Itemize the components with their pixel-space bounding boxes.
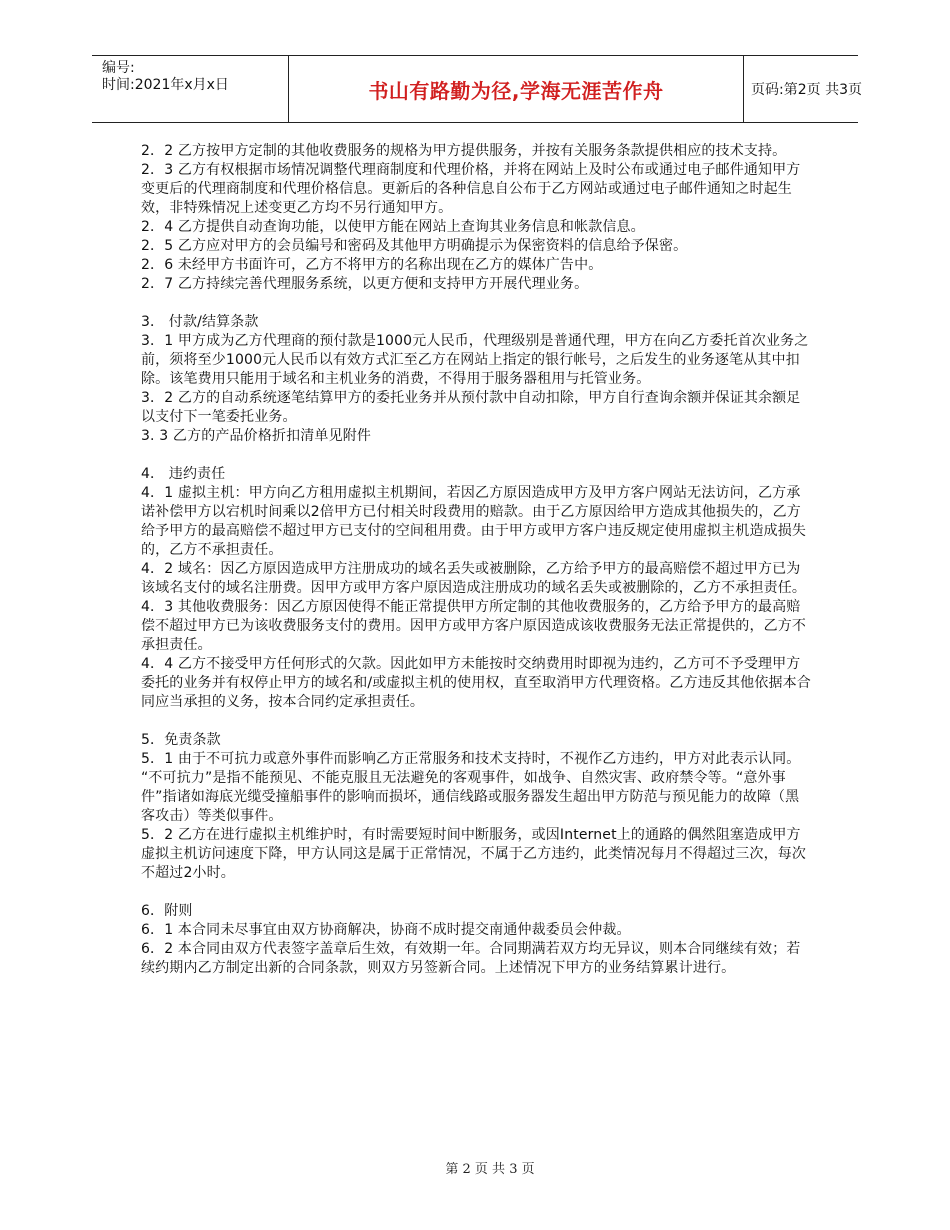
document-body (141, 142, 811, 978)
clause-3-2: 3．2 乙方的自动系统逐笔结算甲方的委托业务并从预付款中自动扣除，甲方自行查询余额并保证其余额足以支付下一笔委托业务。 (141, 390, 801, 425)
header-motto-cell (288, 56, 744, 122)
section-2-service (141, 142, 811, 294)
clause-6-2: 6．2 本合同由双方代表签字盖章后生效，有效期一年。合同期满若双方均无异议，则本合同继续有效；若续约期内乙方制定出新的合同条款，则双方另签新合同。上述情况下甲方的业务结算累计进行。 (141, 941, 801, 976)
clause-2-3: 2．3 乙方有权根据市场情况调整代理商制度和代理价格，并将在网站上及时公布或通过电子邮件通知甲方变更后的代理商制度和代理价格信息。更新后的各种信息自公布于乙方网站或通过电子邮件通知之时起生效，非特殊情况上述变更乙方均不另行通知甲方。 (141, 162, 801, 216)
time-label: 时间:2021年x月x日 (102, 77, 229, 93)
clause-5-2: 5．2 乙方在进行虚拟主机维护时，有时需要短时间中断服务，或因Internet上的通路的偶然阻塞造成甲方虚拟主机访问速度下降，甲方认同这是属于正常情况，不属于乙方违约，此类情况每月不得超过三次，每次不超过2小时。 (141, 827, 807, 881)
clause-5-definitions: “不可抗力”是指不能预见、不能克服且无法避免的客观事件，如战争、自然灾害、政府禁令等。“意外事件”指诸如海底光缆受撞船事件的影响而损坏，通信线路或服务器发生超出甲方防范与预见能力的故障（黑客攻击）等类似事件。 (141, 770, 800, 824)
section-5-exemption (141, 731, 811, 883)
clause-4-3: 4．3 其他收费服务：因乙方原因使得不能正常提供甲方所定制的其他收费服务的，乙方给予甲方的最高赔偿不超过甲方已为该收费服务支付的费用。因甲方或甲方客户原因造成该收费服务无法正常提供的，乙方不承担责任。 (141, 599, 807, 653)
header-left-cell (92, 56, 288, 122)
section-4-liability (141, 465, 811, 712)
page-header (92, 55, 862, 123)
section-6-supplementary (141, 902, 811, 978)
clause-4-2: 4．2 域名：因乙方原因造成甲方注册成功的域名丢失或被删除，乙方给予甲方的最高赔偿不超过甲方已为该域名支付的域名注册费。因甲方或甲方客户原因造成注册成功的域名丢失或被删除的，乙方不承担责任。 (141, 561, 807, 596)
number-label: 编号: (102, 60, 135, 76)
clause-2-5: 2．5 乙方应对甲方的会员编号和密码及其他甲方明确提示为保密资料的信息给予保密。 (141, 238, 688, 254)
header-right-cell (743, 56, 862, 122)
section-3-payment (141, 313, 811, 446)
section-6-heading: 6．附则 (141, 903, 193, 919)
clause-4-1: 4．1 虚拟主机：甲方向乙方租用虚拟主机期间，若因乙方原因造成甲方及甲方客户网站无法访问，乙方承诺补偿甲方以宕机时间乘以2倍甲方已付相关时段费用的赔款。由于乙方原因给甲方造成其他损失的，乙方给予甲方的最高赔偿不超过甲方已支付的空间租用费。由于甲方或甲方客户违反规定使用虚拟主机造成损失的，乙方不承担责任。 (141, 485, 807, 558)
section-4-heading: 4． 违约责任 (141, 466, 226, 482)
clause-3-3: 3. 3 乙方的产品价格折扣清单见附件 (141, 428, 372, 444)
clause-2-2: 2．2 乙方按甲方定制的其他收费服务的规格为甲方提供服务，并按有关服务条款提供相应的技术支持。 (141, 143, 787, 159)
clause-6-1: 6．1 本合同未尽事宜由双方协商解决，协商不成时提交南通仲裁委员会仲裁。 (141, 922, 631, 938)
page-code: 页码:第2页 共3页 (751, 82, 862, 98)
page-footer: 第 2 页 共 3 页 (445, 1162, 535, 1177)
clause-3-1: 3．1 甲方成为乙方代理商的预付款是1000元人民币，代理级别是普通代理，甲方在向乙方委托首次业务之前，须将至少1000元人民币以有效方式汇至乙方在网站上指定的银行帐号，之后发生的业务逐笔从其中扣除。该笔费用只能用于域名和主机业务的消费，不得用于服务器租用与托管业务。 (141, 333, 809, 387)
section-5-heading: 5．免责条款 (141, 732, 221, 748)
clause-4-4: 4．4 乙方不接受甲方任何形式的欠款。因此如甲方未能按时交纳费用时即视为违约，乙方可不予受理甲方委托的业务并有权停止甲方的域名和/或虚拟主机的使用权，直至取消甲方代理资格。乙方违反其他依据本合同应当承担的义务，按本合同约定承担责任。 (141, 656, 811, 710)
clause-2-7: 2．7 乙方持续完善代理服务系统，以更方便和支持甲方开展代理业务。 (141, 276, 589, 292)
clause-5-1: 5．1 由于不可抗力或意外事件而影响乙方正常服务和技术支持时，不视作乙方违约，甲方对此表示认同。 (141, 751, 801, 767)
section-3-heading: 3． 付款/结算条款 (141, 314, 259, 330)
clause-2-4: 2．4 乙方提供自动查询功能，以使甲方能在网站上查询其业务信息和帐款信息。 (141, 219, 645, 235)
motto-text: 书山有路勤为径,学海无涯苦作舟 (368, 78, 664, 103)
clause-2-6: 2．6 未经甲方书面许可，乙方不将甲方的名称出现在乙方的媒体广告中。 (141, 257, 603, 273)
